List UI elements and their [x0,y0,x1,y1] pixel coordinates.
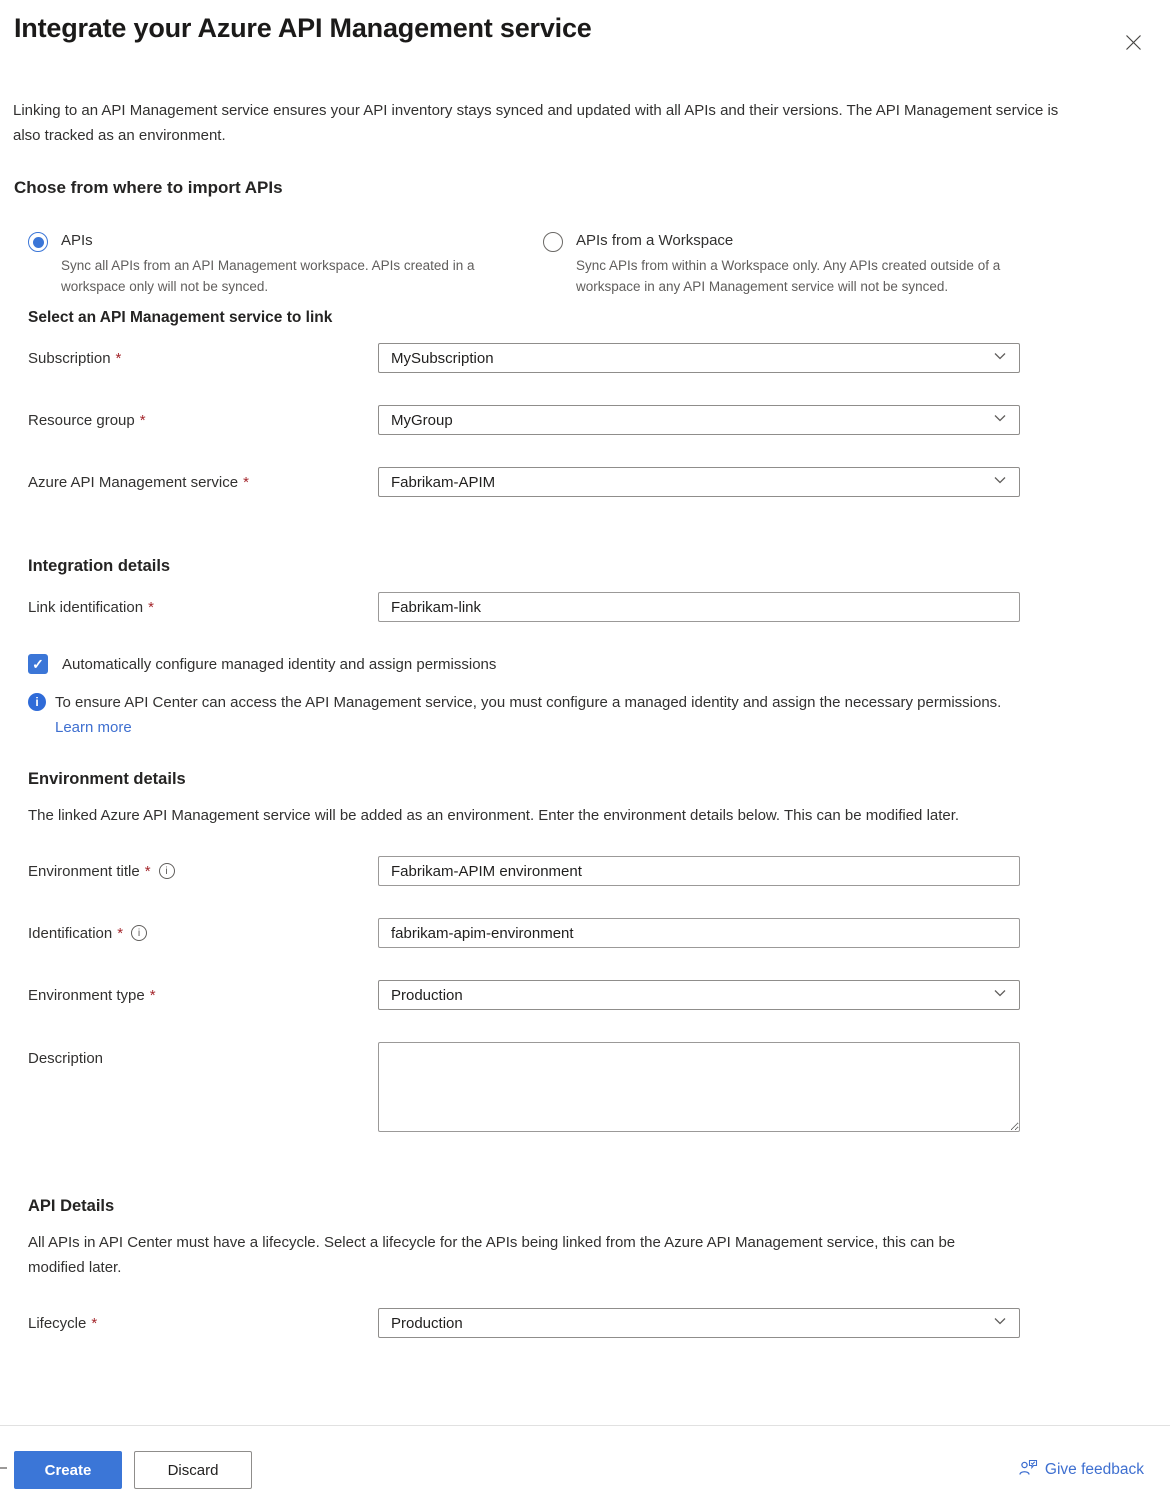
subscription-dropdown[interactable] [378,343,1020,373]
description-textarea[interactable] [378,1042,1020,1132]
learn-more-link[interactable]: Learn more [55,719,132,736]
radio-option-apis[interactable] [28,231,543,297]
close-button[interactable] [1122,33,1144,55]
radio-selected-icon [28,232,48,252]
checkbox-checked-icon[interactable]: ✓ [28,654,48,674]
api-details-description: All APIs in API Center must have a lifecycle. Select a lifecycle for the APIs being linked from the Azure API Management service, this can be modified later. [28,1234,956,1276]
required-marker: * [91,1314,98,1332]
radio-apis-description: Sync all APIs from an API Management workspace. APIs created in a workspace only will not be synced. [61,258,475,294]
subscription-field-row [28,343,1170,373]
resource-group-field-row [28,405,1170,435]
identification-label: Identification [28,924,113,942]
link-identification-field-row [28,592,1170,622]
required-marker: * [139,411,146,429]
chevron-down-icon [993,473,1007,491]
managed-identity-checkbox-row[interactable] [28,654,1170,674]
radio-option-apis-from-workspace[interactable] [543,231,1025,297]
link-identification-input[interactable] [378,592,1020,622]
intro-text: Linking to an API Management service ensures your API inventory stays synced and updated with all APIs and their versions. The API Management service is also tracked as an environment. [13,102,1059,144]
radio-unselected-icon [543,232,563,252]
link-identification-label: Link identification [28,598,144,616]
chevron-down-icon [993,1314,1007,1332]
create-button[interactable]: Create [14,1451,122,1489]
identification-field-row [28,918,1170,948]
info-text: To ensure API Center can access the API Management service, you must configure a managed identity and assign the necessary permissions. [55,694,1002,711]
footer-divider [0,1425,1170,1426]
apim-service-field-row [28,467,1170,497]
resource-group-label: Resource group [28,411,135,429]
footer-bar [14,1451,1144,1489]
radio-workspace-label: APIs from a Workspace [576,232,734,249]
service-section-heading: Select an API Management service to link [28,309,333,326]
subscription-selected-value: MySubscription [391,349,494,367]
required-marker: * [115,349,122,367]
environment-title-label: Environment title [28,862,140,880]
chevron-down-icon [993,349,1007,367]
required-marker: * [144,862,151,880]
environment-type-dropdown[interactable] [378,980,1020,1010]
feedback-icon [1019,1459,1038,1481]
environment-type-field-row [28,980,1170,1010]
environment-title-input[interactable] [378,856,1020,886]
managed-identity-checkbox-label: Automatically configure managed identity and assign permissions [62,655,497,673]
panel-resize-handle[interactable] [0,1467,7,1469]
managed-identity-info-banner [28,690,1008,740]
description-field-row [28,1042,1170,1137]
lifecycle-dropdown[interactable] [378,1308,1020,1338]
required-marker: * [149,986,156,1004]
import-section-heading: Chose from where to import APIs [14,178,283,197]
identification-input[interactable] [378,918,1020,948]
chevron-down-icon [993,411,1007,429]
close-icon [1125,34,1142,54]
apim-service-dropdown[interactable] [378,467,1020,497]
page-title: Integrate your Azure API Management service [14,13,592,43]
environment-type-label: Environment type [28,986,145,1004]
required-marker: * [243,473,249,491]
chevron-down-icon [993,986,1007,1004]
environment-details-heading: Environment details [28,770,186,788]
description-label: Description [28,1050,104,1067]
feedback-label: Give feedback [1044,1461,1144,1478]
apim-service-selected-value: Fabrikam-APIM [391,473,496,491]
lifecycle-selected-value: Production [391,1314,463,1332]
integration-details-heading: Integration details [28,557,171,575]
info-tooltip-icon[interactable]: i [159,863,175,879]
environment-type-selected-value: Production [391,986,463,1004]
import-source-radio-group [28,231,1170,297]
environment-title-field-row [28,856,1170,886]
radio-apis-label: APIs [61,232,93,249]
lifecycle-field-row [28,1308,1170,1338]
info-tooltip-icon[interactable]: i [131,925,147,941]
resource-group-dropdown[interactable] [378,405,1020,435]
radio-workspace-description: Sync APIs from within a Workspace only. Any APIs created outside of a workspace in any API Management service will not be synced. [576,258,1001,294]
environment-details-description: The linked Azure API Management service will be added as an environment. Enter the environment details below. This can be modified later. [28,807,960,824]
integrate-apim-panel [0,13,1170,1488]
resource-group-selected-value: MyGroup [391,411,453,429]
required-marker: * [117,924,124,942]
apim-service-label: Azure API Management service [28,473,239,491]
give-feedback-link[interactable] [1019,1459,1144,1481]
discard-button[interactable]: Discard [134,1451,252,1489]
required-marker: * [148,598,154,616]
lifecycle-label: Lifecycle [28,1314,87,1332]
info-icon: i [28,693,46,711]
api-details-heading: API Details [28,1197,115,1215]
subscription-label: Subscription [28,349,111,367]
